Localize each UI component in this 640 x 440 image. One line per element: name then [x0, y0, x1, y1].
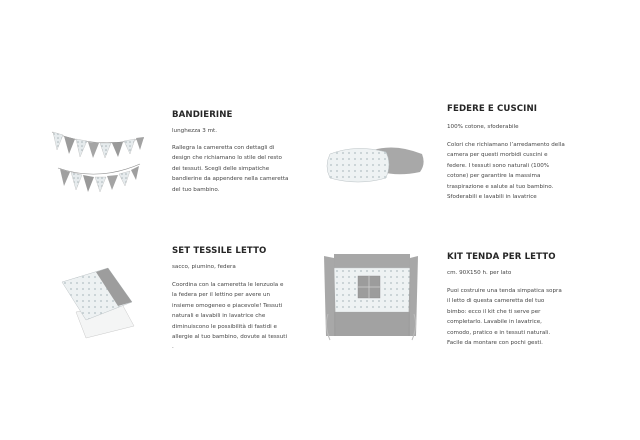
description-line: del tuo bambino. — [172, 186, 220, 193]
description-line: bandierine da appendere nella cameretta — [172, 176, 289, 183]
description-line: insieme omogeneo e piacevole! Tessuti — [172, 302, 283, 309]
product-description — [172, 280, 287, 353]
product-title: FEDERE E CUSCINI — [447, 104, 538, 114]
product-description — [447, 286, 562, 348]
description-line: Puoi costruire una tenda simpatica sopra — [447, 288, 562, 294]
product-description — [172, 143, 288, 195]
description-line: traspirazione e salute al tuo bambino. — [447, 183, 554, 190]
description-line: Rallegra la cameretta con dettagli di — [172, 145, 275, 151]
bed-tent-icon — [322, 250, 420, 350]
description-line: Colori che richiamano l’arredamento della — [447, 142, 565, 148]
description-line: Facile da montare con pochi gesti. — [447, 340, 543, 347]
bunting-icon — [48, 120, 148, 200]
description-line: design che richiamano lo stile del resto — [172, 155, 282, 162]
description-line: cotone) per garantire la massima — [447, 173, 541, 180]
description-line: bimbo: ecco il kit che ti serve per — [447, 308, 541, 315]
pillows-icon — [322, 138, 428, 192]
description-line: il letto di questa cameretta del tuo — [447, 298, 545, 305]
description-line: comodo, pratico e in tessuti naturali. — [447, 329, 551, 336]
description-line: Coordina con la cameretta le lenzuola e — [172, 282, 284, 288]
product-subtitle: sacco, piumino, federa — [172, 264, 236, 270]
bedding-set-icon — [56, 262, 140, 346]
description-line: camera per questi morbidi cuscini e — [447, 152, 548, 159]
description-line: completarlo. Lavabile in lavatrice, — [447, 319, 542, 326]
description-line: la federa per il lettino per avere un — [172, 292, 271, 299]
description-line: naturali e lavabili in lavatrice che — [172, 313, 266, 320]
product-subtitle: lunghezza 3 mt. — [172, 128, 218, 134]
product-title: BANDIERINE — [172, 110, 233, 120]
description-line: diminuiscono le possibilità di fastidi e — [172, 323, 277, 330]
product-subtitle: 100% cotone, sfoderabile — [447, 124, 519, 130]
description-line: Sfoderabili e lavabili in lavatrice — [447, 194, 537, 201]
description-line: . — [172, 344, 174, 351]
description-line: allergie al tuo bambino, dovute ai tessuti — [172, 334, 288, 341]
product-title: KIT TENDA PER LETTO — [447, 252, 556, 262]
product-description — [447, 140, 565, 202]
description-line: federe. I tessuti sono naturali (100% — [447, 162, 550, 169]
product-title: SET TESSILE LETTO — [172, 246, 267, 256]
product-subtitle: cm. 90X150 h. per lato — [447, 270, 512, 276]
description-line: dei tessuti. Scegli delle simpatiche — [172, 165, 270, 172]
